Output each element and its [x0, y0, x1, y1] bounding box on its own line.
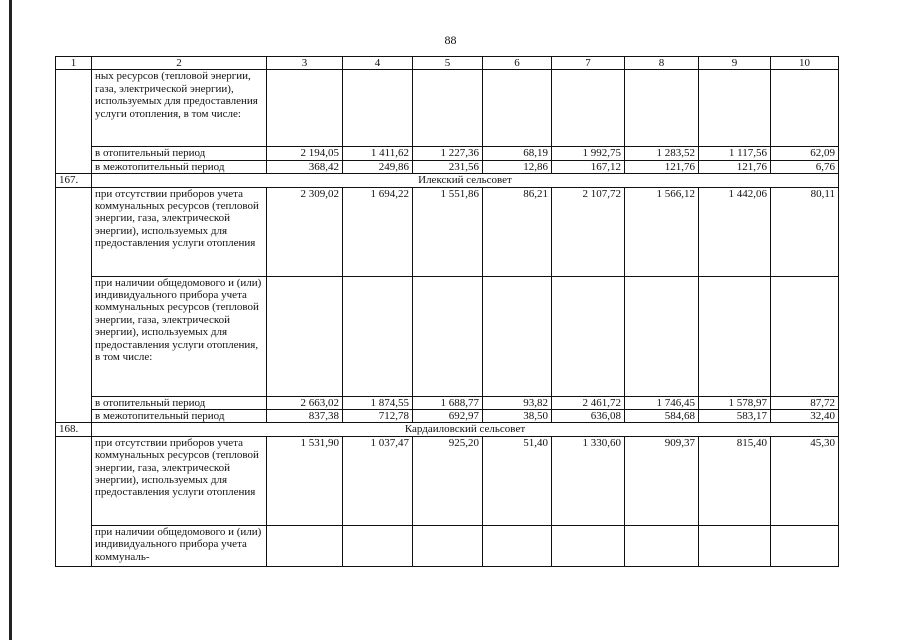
- row-description: при отсутствии приборов учета коммунальных ресурсов (тепловой энергии, газа, электрической энергии), используемых для предоставления услуги отопления: [92, 187, 267, 276]
- section-header-row: [56, 174, 839, 187]
- value-cell: 712,78: [343, 410, 413, 423]
- value-cell: 2 461,72: [552, 396, 625, 409]
- value-cell: 1 411,62: [343, 147, 413, 160]
- col-header-2: 2: [92, 57, 267, 70]
- section-number: 168.: [56, 423, 92, 436]
- value-cell: 584,68: [625, 410, 699, 423]
- row-number-cell: [56, 187, 92, 423]
- value-cell: 1 746,45: [625, 396, 699, 409]
- value-cell: 1 330,60: [552, 436, 625, 525]
- col-header-8: 8: [625, 57, 699, 70]
- value-cell: 1 992,75: [552, 147, 625, 160]
- table-row: [56, 276, 839, 396]
- row-label: в межотопительный период: [92, 410, 267, 423]
- value-cell: 583,17: [699, 410, 771, 423]
- section-header-row: [56, 423, 839, 436]
- table-row: [56, 70, 839, 147]
- section-number: 167.: [56, 174, 92, 187]
- value-cell: 1 531,90: [267, 436, 343, 525]
- col-header-3: 3: [267, 57, 343, 70]
- row-number-cell: [56, 436, 92, 566]
- col-header-7: 7: [552, 57, 625, 70]
- value-cell: 38,50: [483, 410, 552, 423]
- value-cell: 167,12: [552, 160, 625, 173]
- table-row: [56, 187, 839, 276]
- row-number-cell: [56, 70, 92, 174]
- value-cell: 51,40: [483, 436, 552, 525]
- row-label: в отопительный период: [92, 147, 267, 160]
- value-cell: 32,40: [771, 410, 839, 423]
- value-cell: 909,37: [625, 436, 699, 525]
- value-cell: 1 566,12: [625, 187, 699, 276]
- value-cell: 2 309,02: [267, 187, 343, 276]
- col-header-6: 6: [483, 57, 552, 70]
- value-cell: 2 107,72: [552, 187, 625, 276]
- value-cell: 6,76: [771, 160, 839, 173]
- col-header-4: 4: [343, 57, 413, 70]
- value-cell: 636,08: [552, 410, 625, 423]
- table-row: [56, 147, 839, 160]
- table-row: [56, 410, 839, 423]
- value-cell: 1 117,56: [699, 147, 771, 160]
- value-cell: 1 037,47: [343, 436, 413, 525]
- value-cell: 121,76: [625, 160, 699, 173]
- value-cell: 1 227,36: [413, 147, 483, 160]
- value-cell: 12,86: [483, 160, 552, 173]
- value-cell: 68,19: [483, 147, 552, 160]
- row-description: при наличии общедомового и (или) индивидуального прибора учета коммуналь-: [92, 525, 267, 566]
- value-cell: 1 551,86: [413, 187, 483, 276]
- value-cell: 2 194,05: [267, 147, 343, 160]
- row-description: ных ресурсов (тепловой энергии, газа, электрической энергии), используемых для предоставления услуги отопления, в том числе:: [92, 70, 267, 147]
- section-title: Илекский сельсовет: [92, 174, 839, 187]
- table-row: [56, 396, 839, 409]
- value-cell: 93,82: [483, 396, 552, 409]
- value-cell: 368,42: [267, 160, 343, 173]
- value-cell: 1 874,55: [343, 396, 413, 409]
- row-label: в отопительный период: [92, 396, 267, 409]
- value-cell: 925,20: [413, 436, 483, 525]
- col-header-9: 9: [699, 57, 771, 70]
- value-cell: 815,40: [699, 436, 771, 525]
- value-cell: 87,72: [771, 396, 839, 409]
- col-header-5: 5: [413, 57, 483, 70]
- value-cell: 86,21: [483, 187, 552, 276]
- value-cell: 231,56: [413, 160, 483, 173]
- value-cell: 80,11: [771, 187, 839, 276]
- value-cell: 249,86: [343, 160, 413, 173]
- row-description: при отсутствии приборов учета коммунальных ресурсов (тепловой энергии, газа, электрической энергии), используемых для предоставления услуги отопления: [92, 436, 267, 525]
- value-cell: 1 442,06: [699, 187, 771, 276]
- row-label: в межотопительный период: [92, 160, 267, 173]
- tariff-table: [55, 56, 839, 567]
- row-description: при наличии общедомового и (или) индивидуального прибора учета коммунальных ресурсов (тепловой энергии, газа, электрической энергии), используемых для предоставления услуги отопления, в том числе:: [92, 276, 267, 396]
- table-row: [56, 160, 839, 173]
- value-cell: 45,30: [771, 436, 839, 525]
- col-header-1: 1: [56, 57, 92, 70]
- value-cell: 837,38: [267, 410, 343, 423]
- column-number-row: [56, 57, 839, 70]
- value-cell: 2 663,02: [267, 396, 343, 409]
- section-title: Кардаиловский сельсовет: [92, 423, 839, 436]
- value-cell: 1 694,22: [343, 187, 413, 276]
- value-cell: 62,09: [771, 147, 839, 160]
- value-cell: 692,97: [413, 410, 483, 423]
- page-number: 88: [444, 33, 457, 47]
- value-cell: 1 283,52: [625, 147, 699, 160]
- value-cell: 1 578,97: [699, 396, 771, 409]
- value-cell: 121,76: [699, 160, 771, 173]
- table-row: [56, 525, 839, 566]
- value-cell: 1 688,77: [413, 396, 483, 409]
- col-header-10: 10: [771, 57, 839, 70]
- page-binding-edge: [9, 0, 12, 640]
- table-row: [56, 436, 839, 525]
